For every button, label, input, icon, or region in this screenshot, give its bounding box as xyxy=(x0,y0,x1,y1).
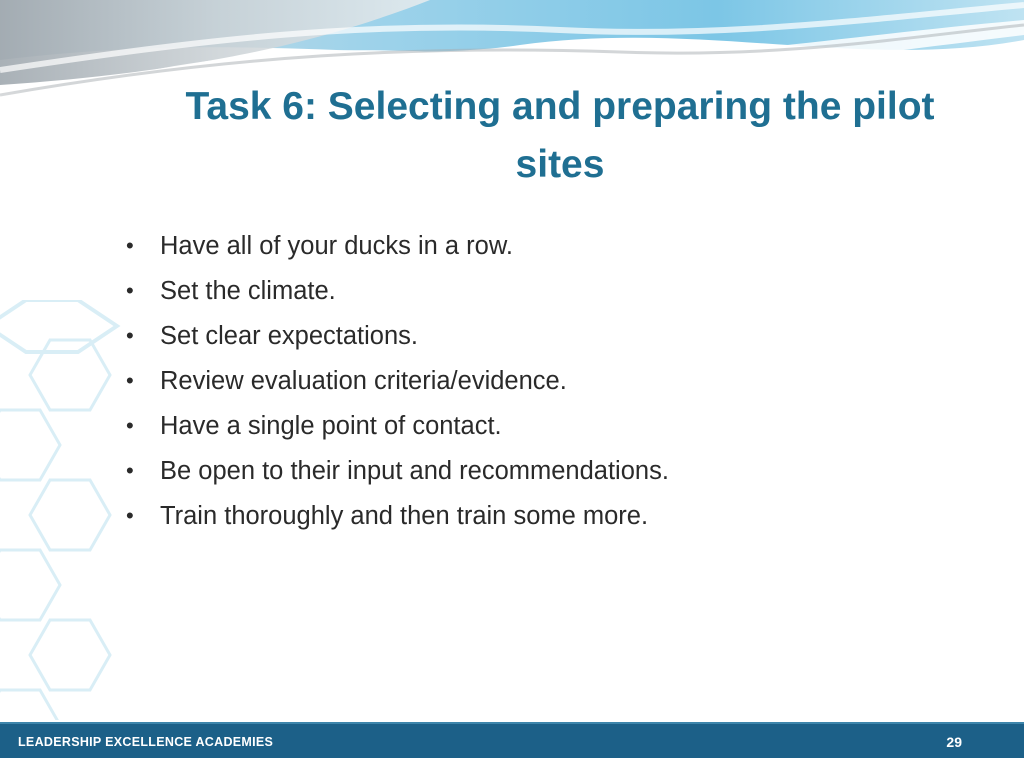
bullet-item xyxy=(118,406,878,451)
bullet-dot-icon: • xyxy=(126,278,134,303)
footer-brand-label: LEADERSHIP EXCELLENCE ACADEMIES xyxy=(18,735,274,749)
footer-divider xyxy=(0,758,1024,768)
bullet-dot-icon: • xyxy=(126,503,134,528)
bullet-text: Train thoroughly and then train some more. xyxy=(160,502,649,530)
bullet-text: Have all of your ducks in a row. xyxy=(160,232,513,260)
bullet-list xyxy=(118,226,878,541)
bullet-text: Be open to their input and recommendations. xyxy=(160,457,669,485)
page-number: 29 xyxy=(946,734,962,750)
footer-bar xyxy=(0,722,1024,760)
bullet-item xyxy=(118,271,878,316)
bullet-text: Review evaluation criteria/evidence. xyxy=(160,367,567,395)
slide-title: Task 6: Selecting and preparing the pilot sites xyxy=(185,85,935,186)
bullet-dot-icon: • xyxy=(126,458,134,483)
bullet-dot-icon: • xyxy=(126,413,134,438)
bullet-dot-icon: • xyxy=(126,368,134,393)
bullet-text: Have a single point of contact. xyxy=(160,412,502,440)
bullet-item xyxy=(118,451,878,496)
bullet-dot-icon: • xyxy=(126,323,134,348)
bullet-item xyxy=(118,361,878,406)
bullet-item xyxy=(118,316,878,361)
bullet-text: Set the climate. xyxy=(160,277,336,305)
bullet-item xyxy=(118,226,878,271)
bullet-item xyxy=(118,496,878,541)
bullet-text: Set clear expectations. xyxy=(160,322,418,350)
bullet-dot-icon: • xyxy=(126,233,134,258)
